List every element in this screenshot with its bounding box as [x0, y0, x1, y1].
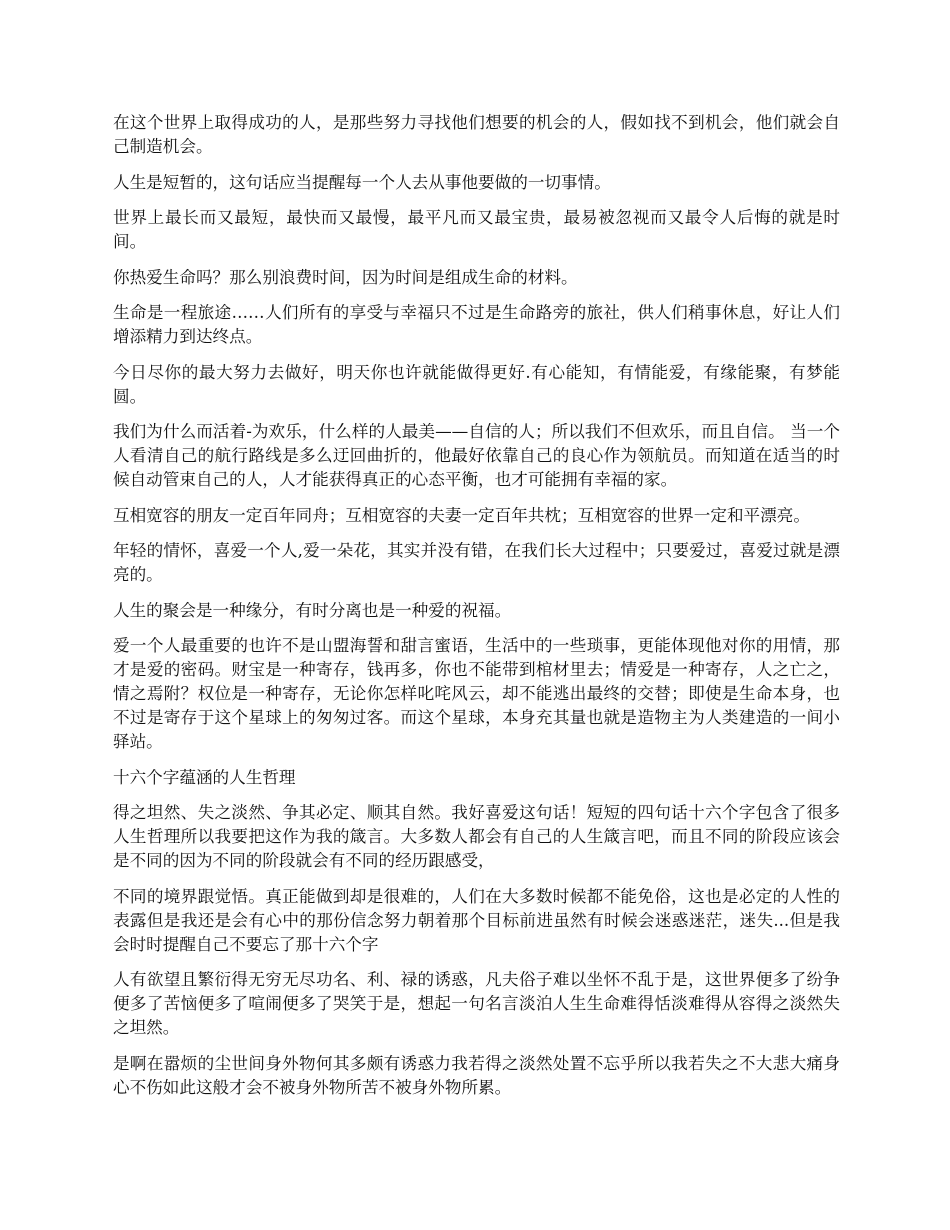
section-heading: 十六个字蕴涵的人生哲理	[113, 767, 296, 787]
paragraph-9: 年轻的情怀，喜爱一个人,爱一朵花，其实并没有错，在我们长大过程中；只要爱过，喜爱过就是漂亮的。	[113, 541, 840, 584]
paragraph-16: 是啊在嚣烦的尘世间身外物何其多颇有诱惑力我若得之淡然处置不忘乎所以我若失之不大悲大痛身心不伤如此这般才会不被身外物所苦不被身外物所累。	[113, 1053, 840, 1097]
paragraph-13: 得之坦然、失之淡然、争其必定、顺其自然。我好喜爱这句话！短短的四句话十六个字包含了很多人生哲理所以我要把这作为我的箴言。大多数人都会有自己的人生箴言吧，而且不同的阶段应该会是不同的因为不同的阶段就会有不同的经历跟感受，	[113, 803, 840, 870]
paragraph-5: 生命是一程旅途……人们所有的享受与幸福只不过是生命路旁的旅社，供人们稍事休息，好让人们增添精力到达终点。	[113, 303, 840, 346]
paragraph-8: 互相宽容的朋友一定百年同舟；互相宽容的夫妻一定百年共枕；互相宽容的世界一定和平漂亮。	[113, 505, 810, 525]
paragraph-6: 今日尽你的最大努力去做好，明天你也许就能做得更好.有心能知，有情能爱，有缘能聚，有梦能圆。	[113, 362, 840, 406]
paragraph-14: 不同的境界跟觉悟。真正能做到却是很难的，人们在大多数时候都不能免俗，这也是必定的人性的表露但是我还是会有心中的那份信念努力朝着那个目标前进虽然有时候会迷惑迷茫，迷失...但是我会时时提醒自己不要忘了那十六个字	[113, 886, 840, 954]
document-page	[113, 111, 840, 1111]
paragraph-7: 我们为什么而活着-为欢乐，什么样的人最美——自信的人；所以我们不但欢乐，而且自信。 当一个人看清自己的航行路线是多么迂回曲折的，他最好依靠自己的良心作为领航员。而知道在适当的时候自动管束自己的人，人才能获得真正的心态平衡，也才可能拥有幸福的家。	[113, 422, 840, 489]
paragraph-15: 人有欲望且繁衍得无穷无尽功名、利、禄的诱惑，凡夫俗子难以坐怀不乱于是，这世界便多了纷争便多了苦恼便多了喧闹便多了哭笑于是，想起一句名言淡泊人生生命难得恬淡难得从容得之淡然失之坦然。	[113, 970, 840, 1037]
paragraph-2: 人生是短暂的，这句话应当提醒每一个人去从事他要做的一切事情。	[113, 172, 611, 192]
paragraph-1: 在这个世界上取得成功的人，是那些努力寻找他们想要的机会的人，假如找不到机会，他们就会自己制造机会。	[113, 113, 840, 156]
paragraph-3: 世界上最长而又最短，最快而又最慢，最平凡而又最宝贵，最易被忽视而又最令人后悔的就是时间。	[113, 208, 840, 251]
paragraph-10: 人生的聚会是一种缘分，有时分离也是一种爱的祝福。	[113, 600, 512, 620]
paragraph-11: 爱一个人最重要的也许不是山盟海誓和甜言蜜语，生活中的一些琐事，更能体现他对你的用情，那才是爱的密码。财宝是一种寄存，钱再多，你也不能带到棺材里去；情爱是一种寄存，人之亡之，情之焉附？权位是一种寄存，无论你怎样叱咤风云，却不能逃出最终的交替；即使是生命本身，也不过是寄存于这个星球上的匆匆过客。而这个星球，本身充其量也就是造物主为人类建造的一间小驿站。	[113, 636, 840, 751]
paragraph-4: 你热爱生命吗？那么别浪费时间，因为时间是组成生命的材料。	[113, 267, 578, 287]
